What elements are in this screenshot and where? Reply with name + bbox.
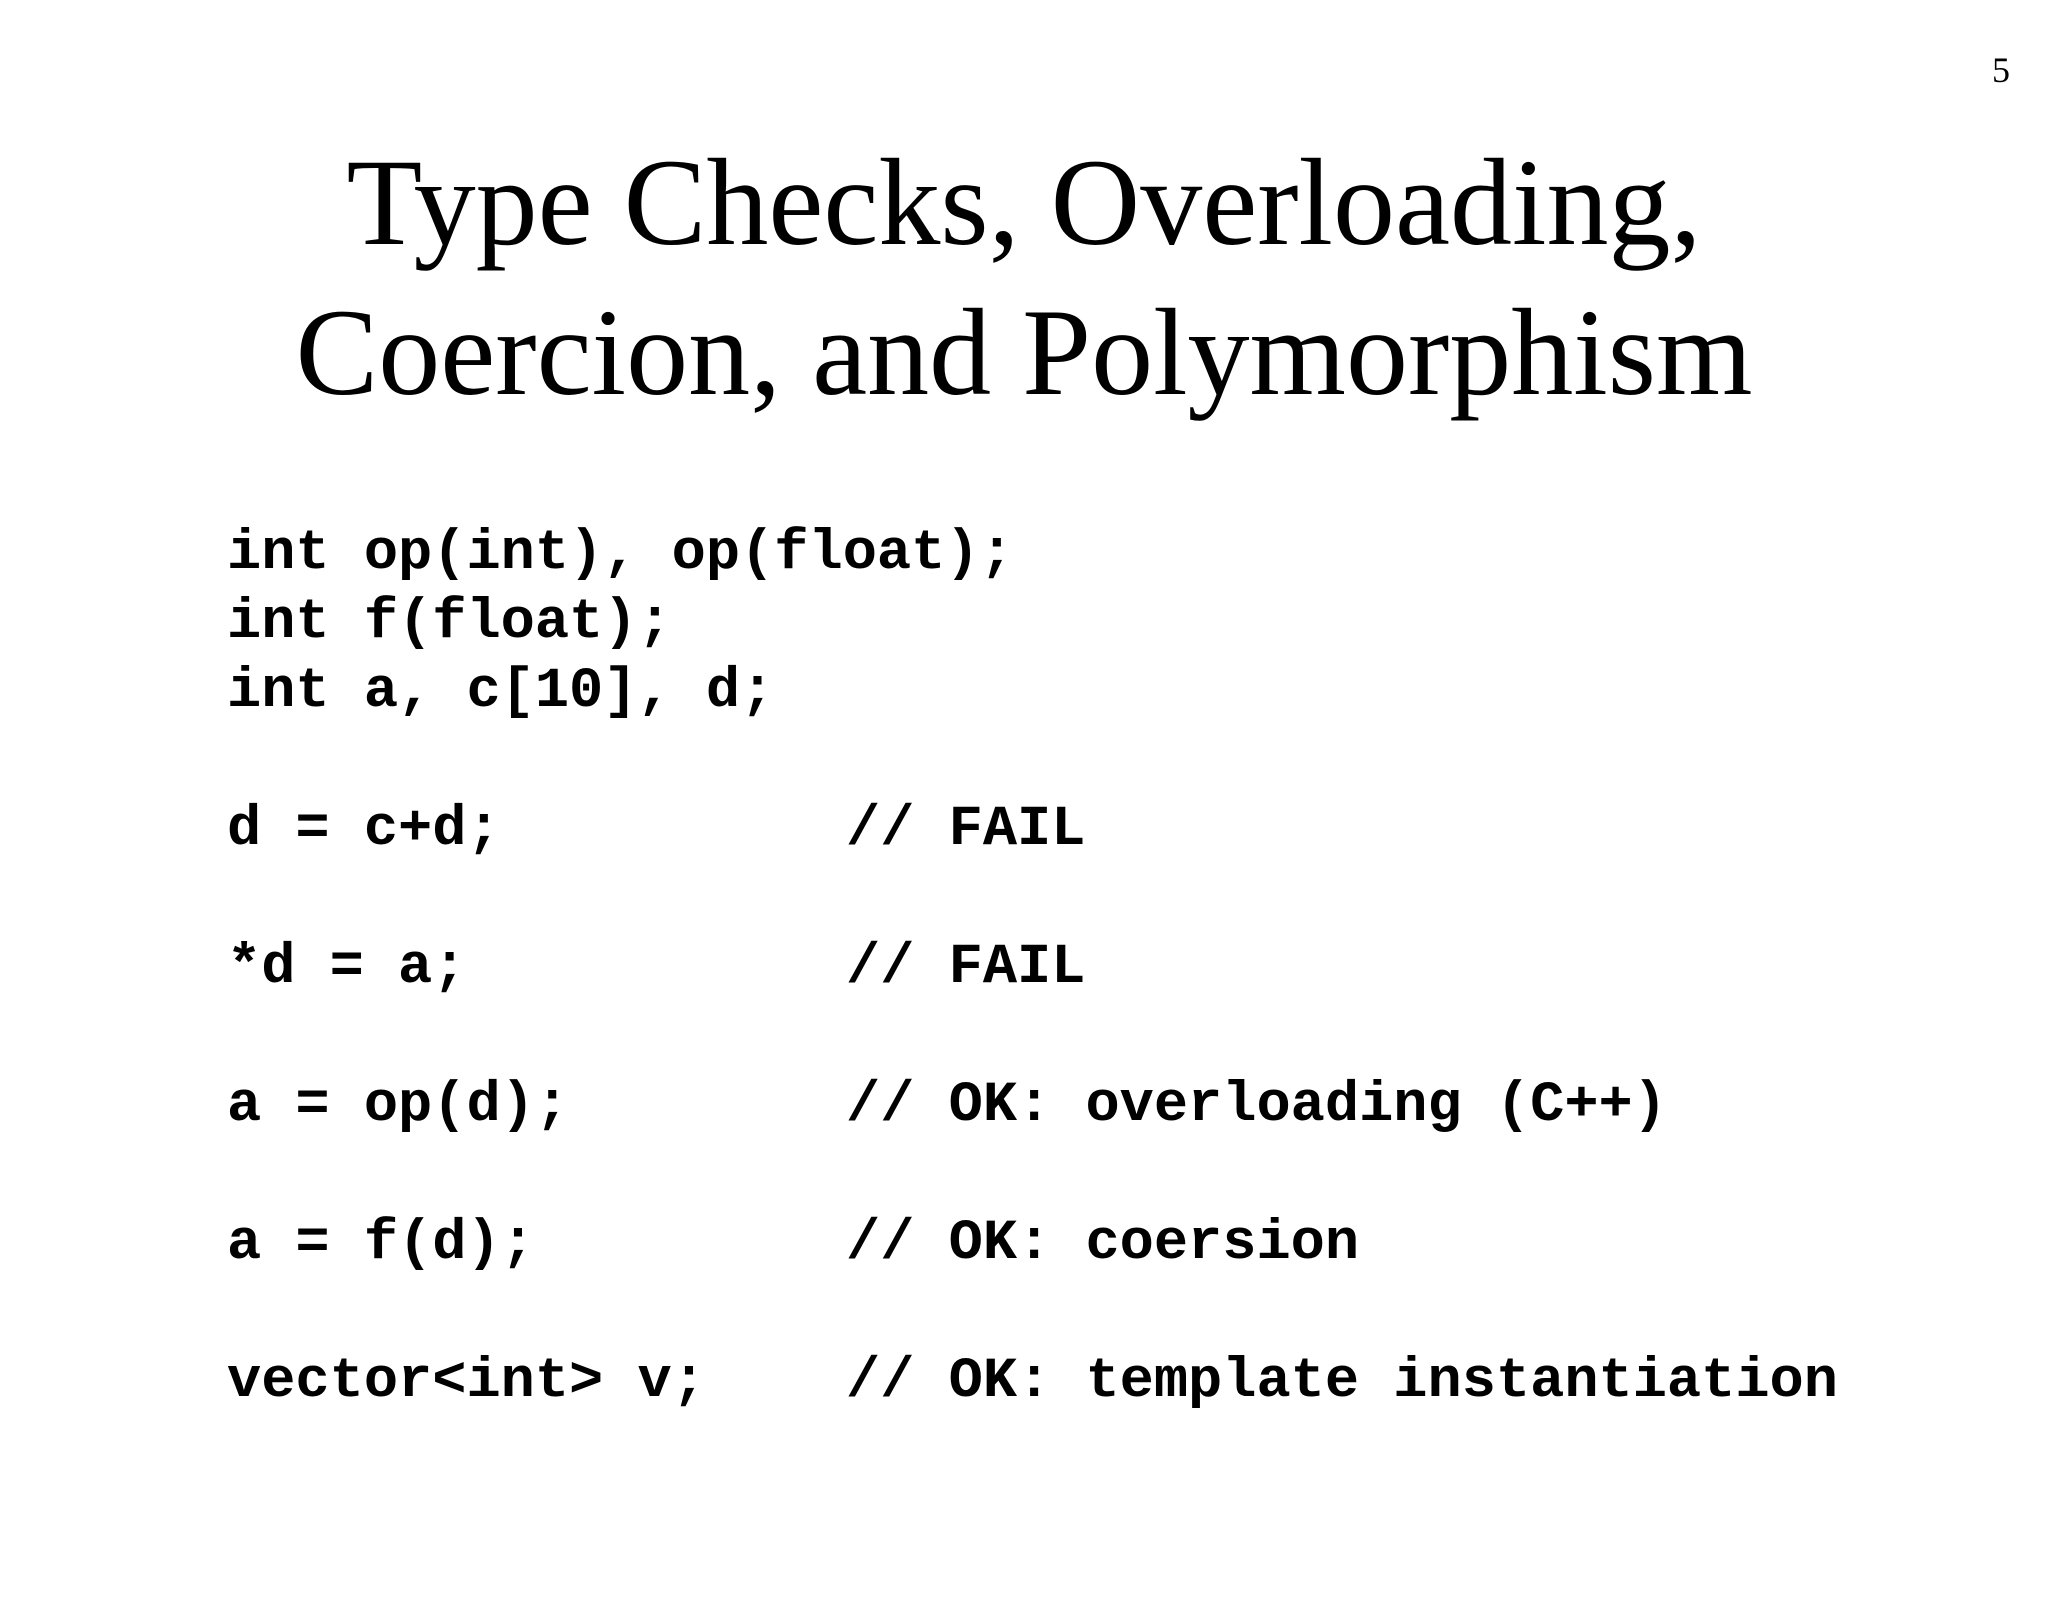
statement-comment: // OK: template instantiation [846, 1350, 1838, 1414]
declaration: int f(float); [227, 591, 672, 655]
statement-code: vector<int> v; [227, 1350, 706, 1414]
code-line [227, 934, 2027, 1003]
blank-line [227, 727, 2027, 796]
statement-code: a = op(d); [227, 1074, 570, 1138]
code-line [227, 796, 2027, 865]
title-line-2: Coercion, and Polymorphism [295, 284, 1753, 421]
slide-title [0, 128, 2048, 428]
statement-code: d = c+d; [227, 798, 501, 862]
code-line [227, 520, 2027, 589]
code-line [227, 1072, 2027, 1141]
blank-line [227, 865, 2027, 934]
blank-line [227, 1141, 2027, 1210]
blank-line [227, 1003, 2027, 1072]
statement-comment: // FAIL [846, 798, 1086, 862]
statement-comment: // FAIL [846, 936, 1086, 1000]
blank-line [227, 1279, 2027, 1348]
statement-comment: // OK: overloading (C++) [846, 1074, 1667, 1138]
code-line [227, 589, 2027, 658]
statement-code: *d = a; [227, 936, 467, 1000]
statement-code: a = f(d); [227, 1212, 535, 1276]
code-line [227, 1348, 2027, 1417]
code-line [227, 658, 2027, 727]
declaration: int op(int), op(float); [227, 522, 1014, 586]
title-line-1: Type Checks, Overloading, [346, 134, 1702, 271]
code-block [227, 520, 2027, 1417]
code-line [227, 1210, 2027, 1279]
declaration: int a, c[10], d; [227, 660, 775, 724]
statement-comment: // OK: coersion [846, 1212, 1360, 1276]
page-number: 5 [1992, 50, 2010, 90]
